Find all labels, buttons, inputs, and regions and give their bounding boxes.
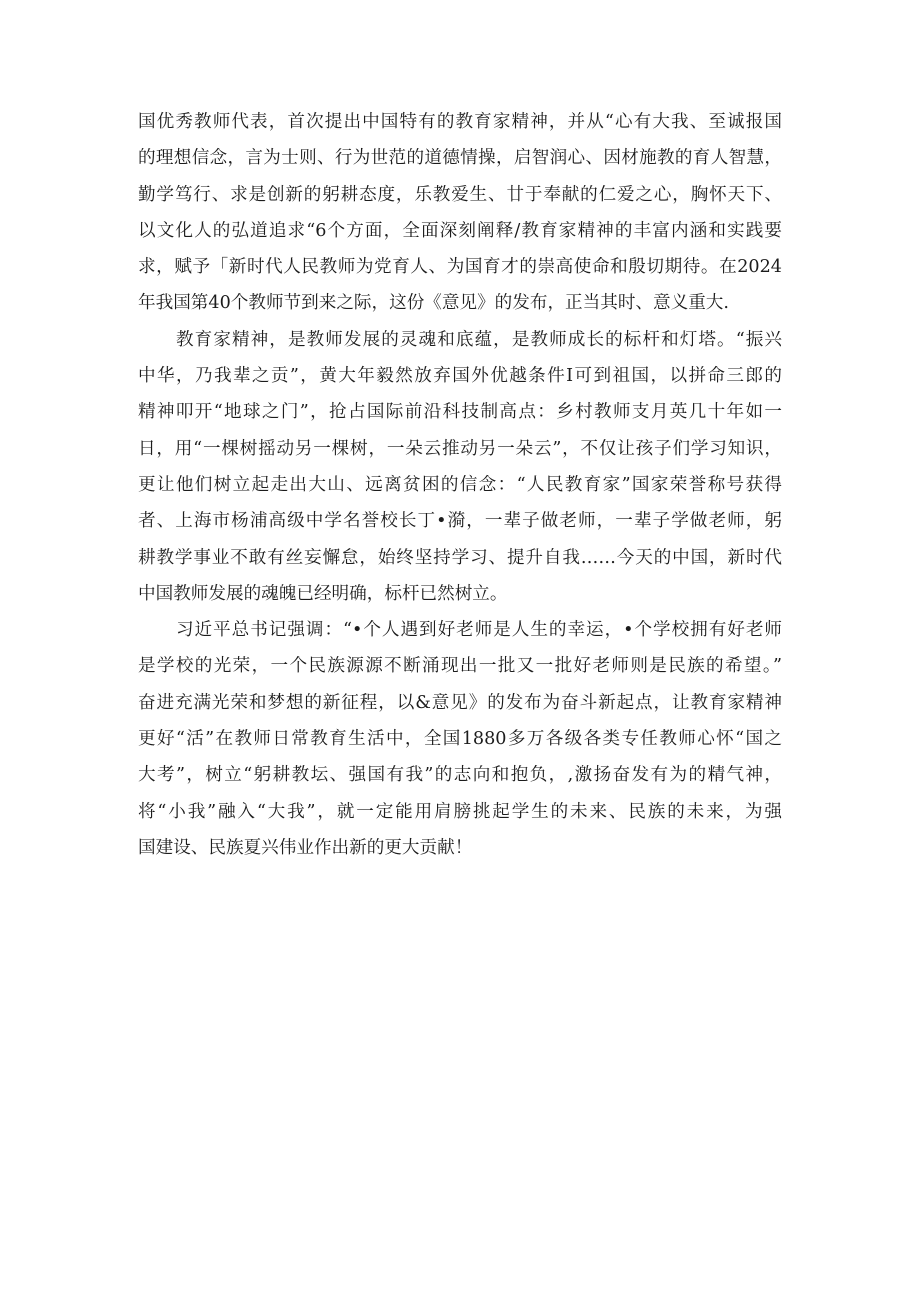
text-line: 中华，乃我辈之贡”，黄大年毅然放弃国外优越条件I可到祖国，以拼命三郎的 bbox=[138, 366, 782, 387]
text-line: 更让他们树立起走出大山、远离贫困的信念：“人民教育家”国家荣誉称号获得 bbox=[138, 474, 782, 495]
text-line: 的理想信念，言为士则、行为世范的道德情操，启智润心、因材施教的育人智慧， bbox=[138, 148, 782, 169]
text-line: 大考”，树立“躬耕教坛、强国有我”的志向和抱负，,激扬奋发有为的精气神， bbox=[138, 765, 782, 786]
text-line: 是学校的光荣，一个民族源源不断涌现出一批又一批好老师则是民族的希望。” bbox=[138, 656, 782, 677]
text-line: 者、上海市杨浦高级中学名誉校长丁•漪，一辈子做老师，一辈子学做老师，躬 bbox=[138, 511, 782, 532]
text-line: 勤学笃行、求是创新的躬耕态度，乐教爱生、廿于奉献的仁爱之心，胸怀天下、 bbox=[138, 184, 782, 205]
paragraph-2 bbox=[138, 322, 782, 612]
text-line: 日，用“一棵树摇动另一棵树，一朵云推动另一朵云”，不仅让孩子们学习知识， bbox=[138, 438, 782, 459]
text-line: 以文化人的弘道追求“6个方面，全面深刻阐释/教育家精神的丰富内涵和实践要 bbox=[138, 220, 782, 241]
text-line: 将“小我”融入“大我”，就一定能用肩膀挑起学生的未来、民族的未来，为强 bbox=[138, 801, 782, 822]
document-body bbox=[138, 104, 782, 866]
text-line: 精神叩开“地球之门”，抢占国际前沿科技制高点：乡村教师支月英几十年如一 bbox=[138, 402, 782, 423]
text-line: 年我国第40个教师节到来之际，这份《意见》的发布，正当其时、意义重大. bbox=[138, 293, 729, 314]
text-line: 求，赋予「新时代人民教师为党育人、为国育才的崇高使命和殷切期待。在2024 bbox=[138, 257, 782, 278]
text-line: 国优秀教师代表，首次提出中国特有的教育家精神，并从“心有大我、至诚报国 bbox=[138, 112, 782, 132]
text-line: 国建设、民族夏兴伟业作出新的更大贡献！ bbox=[138, 837, 473, 858]
text-line: 习近平总书记强调：“•个人遇到好老师是人生的幸运，•个学校拥有好老师 bbox=[176, 620, 782, 641]
paragraph-1 bbox=[138, 104, 782, 322]
text-line: 教育家精神，是教师发展的灵魂和底蕴，是教师成长的标杆和灯塔。“振兴 bbox=[176, 329, 782, 350]
text-line: 奋进充满光荣和梦想的新征程，以&意见》的发布为奋斗新起点，让教育家精神 bbox=[138, 692, 782, 713]
paragraph-3 bbox=[138, 612, 782, 866]
text-line: 耕教学事业不敢有丝妄懈怠，始终坚持学习、提升自我……今天的中国，新时代 bbox=[138, 547, 782, 568]
text-line: 中国教师发展的魂魄已经明确，标杆已然树立。 bbox=[138, 583, 508, 604]
text-line: 更好“活”在教师日常教育生活中，全国1880多万各级各类专任教师心怀“国之 bbox=[138, 729, 782, 750]
